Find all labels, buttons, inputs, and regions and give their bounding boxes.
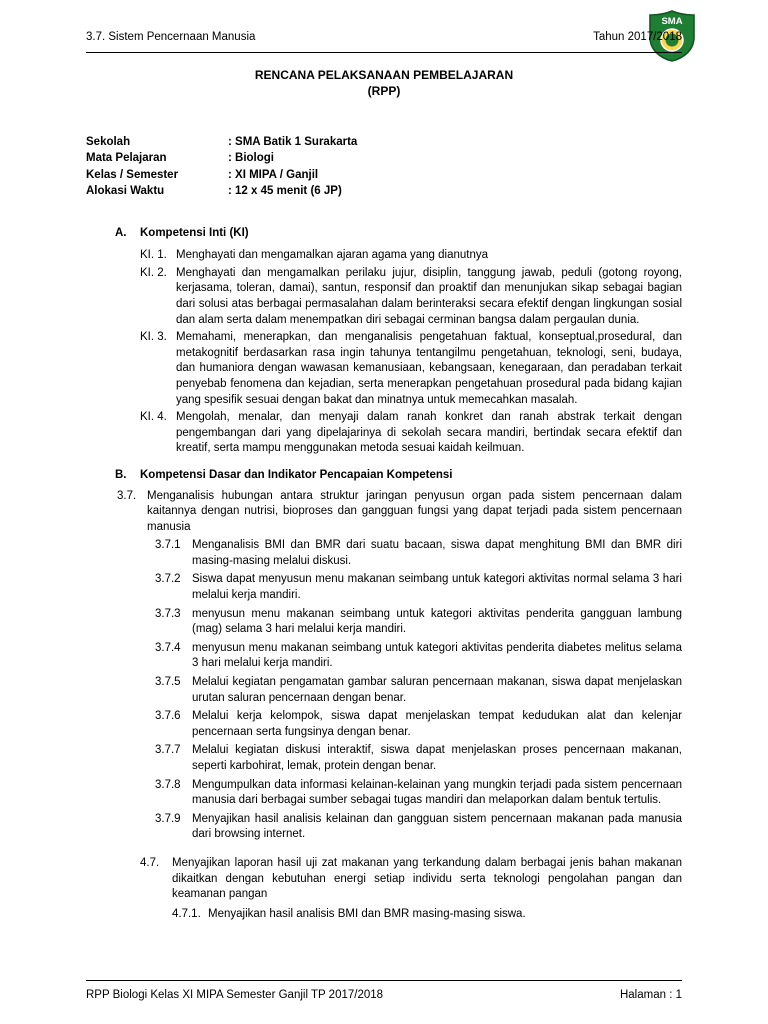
info-label: Mata Pelajaran (86, 152, 167, 165)
indicator-3-7-7 (155, 743, 682, 774)
indicator-4-7-1 (172, 907, 682, 923)
section-b-heading (115, 468, 682, 484)
header-school-year: Tahun 2017/2018 (593, 31, 682, 43)
indicator-number: 3.7.7 (155, 744, 181, 757)
indicator-text: Melalui kegiatan pengamatan gambar saluran pencernaan makanan, siswa dapat menjelaskan urutan saluran pencernaan dengan benar. (192, 676, 682, 704)
header-chapter-title: 3.7. Sistem Pencernaan Manusia (86, 31, 256, 43)
ki-text: Menghayati dan mengamalkan perilaku jujur, disiplin, tanggung jawab, peduli (gotong royong, kerjasama, toleran, damai), santun, responsif dan proaktif dan menunjukan sikap sebagai bagian dari solusi atas berbagai permasalahan dalam berinteraksi secara efektif dengan lingkungan sosial dan alam serta dalam menempatkan diri sebagai cerminan bangsa dalam pergaulan dunia. (176, 266, 682, 326)
section-kompetensi-dasar (86, 468, 682, 922)
indicator-number: 3.7.4 (155, 641, 181, 654)
section-b-letter: B. (115, 468, 127, 481)
info-label: Alokasi Waktu (86, 185, 165, 198)
indicator-text: Mengumpulkan data informasi kelainan-kelainan yang mungkin terjadi pada sistem pencernaan manusia dari berbagai sumber sebagai tugas mandiri dan melaporkan dalam bentuk tertulis. (192, 778, 682, 807)
section-a-letter: A. (115, 226, 127, 239)
section-kompetensi-inti (86, 226, 682, 457)
kd-text: Menganalisis hubungan antara struktur jaringan penyusun organ pada sistem pencernaan dalam kaitannya dengan nutrisi, bioproses dan gangguan fungsi yang dapat terjadi pada sistem pencernaan manusia (147, 489, 682, 533)
indicator-3-7-4 (155, 641, 682, 672)
school-logo-text: SMA (661, 16, 683, 27)
ki-item-4 (140, 410, 682, 457)
indicator-3-7-6 (155, 709, 682, 740)
ki-item-1 (140, 248, 682, 264)
indicator-number: 3.7.5 (155, 676, 181, 689)
indicator-3-7-9 (155, 812, 682, 843)
ki-number: KI. 2. (140, 266, 167, 279)
indicator-number: 4.7.1. (172, 907, 201, 920)
section-b-title: Kompetensi Dasar dan Indikator Pencapaian Kompetensi (140, 468, 453, 481)
info-value: : XI MIPA / Ganjil (228, 168, 319, 181)
indicator-number: 3.7.9 (155, 812, 181, 825)
page-footer (86, 980, 682, 1004)
kd-4-7 (140, 856, 682, 903)
kd-number: 3.7. (117, 489, 137, 502)
indicator-number: 3.7.2 (155, 573, 181, 586)
info-value: : SMA Batik 1 Surakarta (228, 135, 358, 148)
header-divider (86, 52, 682, 53)
info-row-sekolah (86, 134, 682, 151)
info-value: : 12 x 45 menit (6 JP) (228, 185, 342, 198)
document-title-line1: RENCANA PELAKSANAAN PEMBELAJARAN (254, 67, 514, 82)
ki-item-2 (140, 266, 682, 328)
footer-text-row (86, 981, 682, 1004)
indicator-3-7-2 (155, 572, 682, 603)
indicator-list-3-7 (155, 538, 682, 843)
footer-document-label: RPP Biologi Kelas XI MIPA Semester Ganjil TP 2017/2018 (86, 989, 384, 1002)
indicator-number: 3.7.8 (155, 778, 181, 791)
footer-page-number: Halaman : 1 (619, 989, 682, 1002)
indicator-text: Menyajikan hasil analisis BMI dan BMR masing-masing siswa. (208, 907, 526, 920)
document-title (86, 67, 682, 99)
info-row-mata-pelajaran (86, 150, 682, 167)
kd-3-7 (117, 489, 682, 536)
indicator-text: Menganalisis BMI dan BMR dari suatu bacaan, siswa dapat menghitung BMI dan BMR diri masing-masing melalui diskusi. (192, 539, 682, 567)
kd-number: 4.7. (140, 856, 160, 869)
indicator-3-7-3 (155, 607, 682, 638)
section-a-title: Kompetensi Inti (KI) (140, 226, 249, 239)
indicator-number: 3.7.1 (155, 539, 181, 552)
kd-text: Menyajikan laporan hasil uji zat makanan yang terkandung dalam berbagai jenis bahan makanan dikaitkan dengan kebutuhan energi setiap individu serta teknologi pengolahan pangan dan keamanan pangan (172, 856, 682, 901)
info-label: Kelas / Semester (86, 168, 179, 181)
page-content (86, 0, 682, 922)
document-info-block (86, 134, 682, 200)
info-label: Sekolah (86, 135, 131, 148)
indicator-text: Menyajikan hasil analisis kelainan dan gangguan sistem pencernaan makanan pada manusia dari browsing internet. (192, 812, 682, 841)
indicator-number: 3.7.6 (155, 710, 181, 723)
ki-text: Mengolah, menalar, dan menyaji dalam ranah konkret dan ranah abstrak terkait dengan pengembangan dari yang dipelajarinya di sekolah secara mandiri, bertindak secara efektif dan kreatif, serta mampu menggunakan metoda sesuai kaidah keilmuan. (176, 411, 682, 455)
indicator-3-7-5 (155, 675, 682, 706)
page-header (86, 0, 682, 46)
indicator-text: Melalui kegiatan diskusi interaktif, siswa dapat menjelaskan proses pencernaan makanan, seperti karbohirat, lemak, protein dengan benar. (192, 744, 682, 772)
ki-number: KI. 1. (140, 249, 167, 262)
info-row-alokasi-waktu (86, 183, 682, 200)
info-value: : Biologi (228, 152, 274, 165)
ki-number: KI. 3. (140, 331, 167, 344)
ki-item-3 (140, 330, 682, 408)
indicator-text: menyusun menu makanan seimbang untuk kategori aktivitas penderita gangguan lambung (mag) selama 3 hari melalui kerja mandiri. (192, 607, 682, 636)
document-title-line2: (RPP) (367, 83, 401, 98)
section-a-heading (115, 226, 682, 242)
info-row-kelas-semester (86, 167, 682, 184)
indicator-text: Siswa dapat menyusun menu makanan seimbang untuk kategori aktivitas normal selama 3 hari melalui kerja mandiri. (192, 573, 682, 602)
indicator-number: 3.7.3 (155, 607, 181, 620)
ki-number: KI. 4. (140, 411, 167, 424)
indicator-3-7-1 (155, 538, 682, 569)
ki-list (140, 248, 682, 457)
indicator-3-7-8 (155, 778, 682, 809)
indicator-text: menyusun menu makanan seimbang untuk kategori aktivitas penderita diabetes melitus selama 3 hari melalui kerja mandiri. (192, 641, 682, 670)
indicator-text: Melalui kerja kelompok, siswa dapat menjelaskan tempat kedudukan alat dan kelenjar pencernaan serta fungsinya dengan benar. (192, 710, 682, 738)
ki-text: Memahami, menerapkan, dan menganalisis pengetahuan faktual, konseptual,prosedural, dan metakognitif berdasarkan rasa ingin tahunya tentangilmu pengetahuan, teknologi, seni, budaya, dan humaniora dengan wawasan kemanusiaan, kebangsaan, kenegaraan, dan peradaban terkait penyebab fenomena dan kejadian, serta menerapkan pengetahuan prosedural pada bidang kajian yang spesifik sesuai dengan bakat dan minatnya untuk memecahkan masalah. (176, 331, 682, 406)
ki-text: Menghayati dan mengamalkan ajaran agama yang dianutnya (176, 249, 488, 262)
